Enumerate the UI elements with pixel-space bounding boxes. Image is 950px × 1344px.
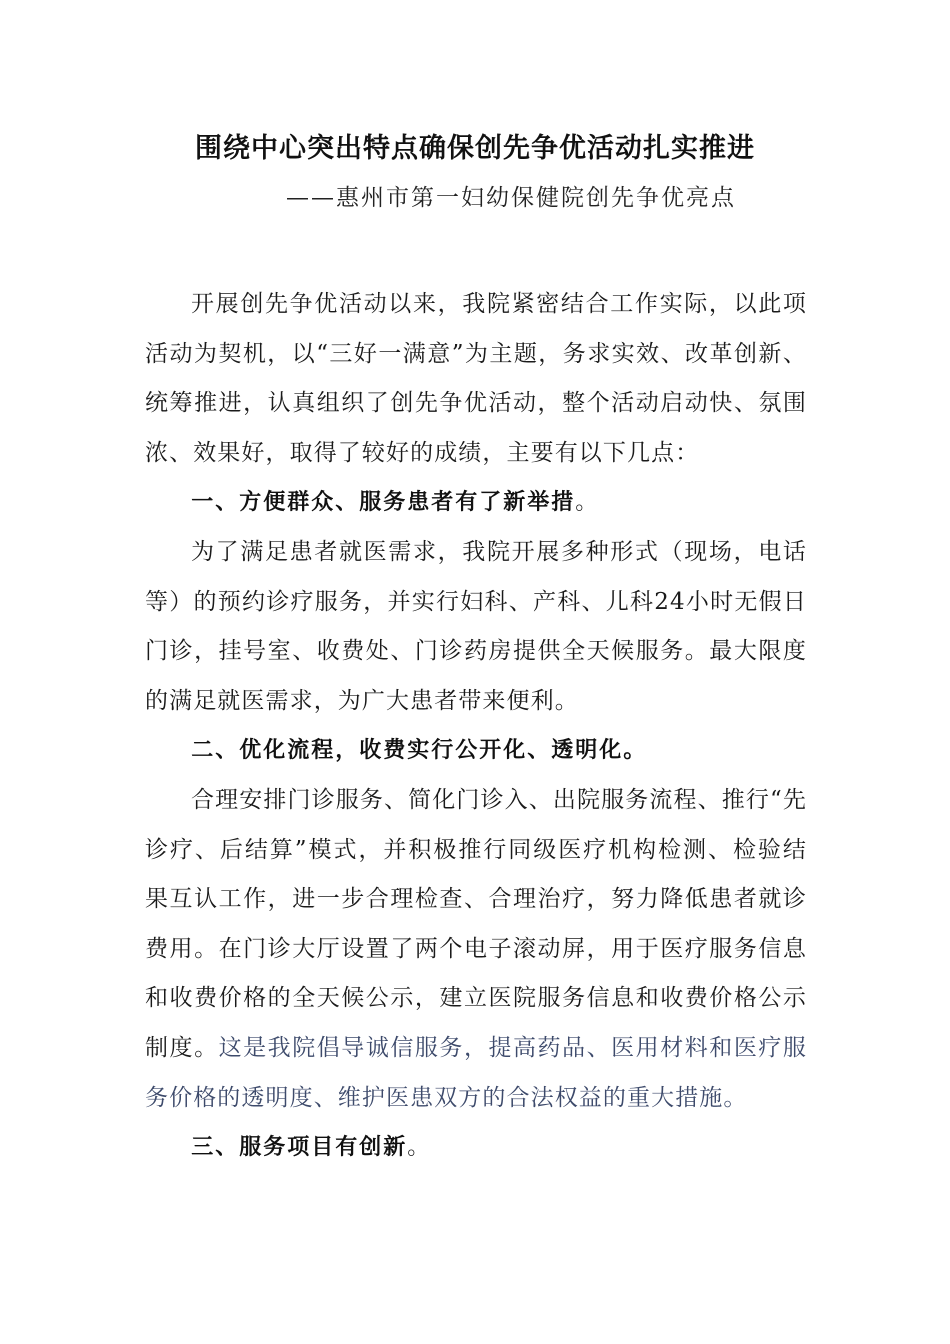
section-1-heading-tail: 。	[575, 490, 600, 516]
section-3-heading	[145, 1123, 807, 1173]
document-subtitle: ——惠州市第一妇幼保健院创先争优亮点	[286, 185, 736, 211]
document-title: 围绕中心突出特点确保创先争优活动扎实推进	[195, 133, 755, 164]
section-1-heading-text: 一、方便群众、服务患者有了新举措	[191, 490, 576, 516]
intro-paragraph: 开展创先争优活动以来，我院紧密结合工作实际，以此项活动为契机，以“三好一满意”为主题，务求实效、改革创新、统筹推进，认真组织了创先争优活动，整个活动启动快、氛围浓、效果好，取得了较好的成绩，主要有以下几点：	[145, 291, 807, 466]
section-3-heading-tail: 。	[407, 1135, 432, 1161]
section-2-paragraph	[145, 776, 807, 1123]
section-1-heading	[145, 478, 807, 528]
section-2-heading: 二、优化流程，收费实行公开化、透明化。	[191, 738, 648, 764]
section-3-heading-text: 三、服务项目有创新	[191, 1135, 408, 1161]
section-2-paragraph-accent: 这是我院倡导诚信服务，提高药品、医用材料和医疗服务价格的透明度、维护医患双方的合法权益的重大措施。	[145, 1034, 807, 1111]
section-2-paragraph-text: 合理安排门诊服务、简化门诊入、出院服务流程、推行“先诊疗、后结算”模式，并积极推行同级医疗机构检测、检验结果互认工作，进一步合理检查、合理治疗，努力降低患者就诊费用。在门诊大厅设置了两个电子滚动屏，用于医疗服务信息和收费价格的全天候公示，建立医院服务信息和收费价格公示制度。	[145, 786, 807, 1061]
document-body	[145, 280, 807, 1173]
section-1-paragraph: 为了满足患者就医需求，我院开展多种形式（现场，电话等）的预约诊疗服务，并实行妇科、产科、儿科24小时无假日门诊，挂号室、收费处、门诊药房提供全天候服务。最大限度的满足就医需求，为广大患者带来便利。	[145, 538, 807, 714]
